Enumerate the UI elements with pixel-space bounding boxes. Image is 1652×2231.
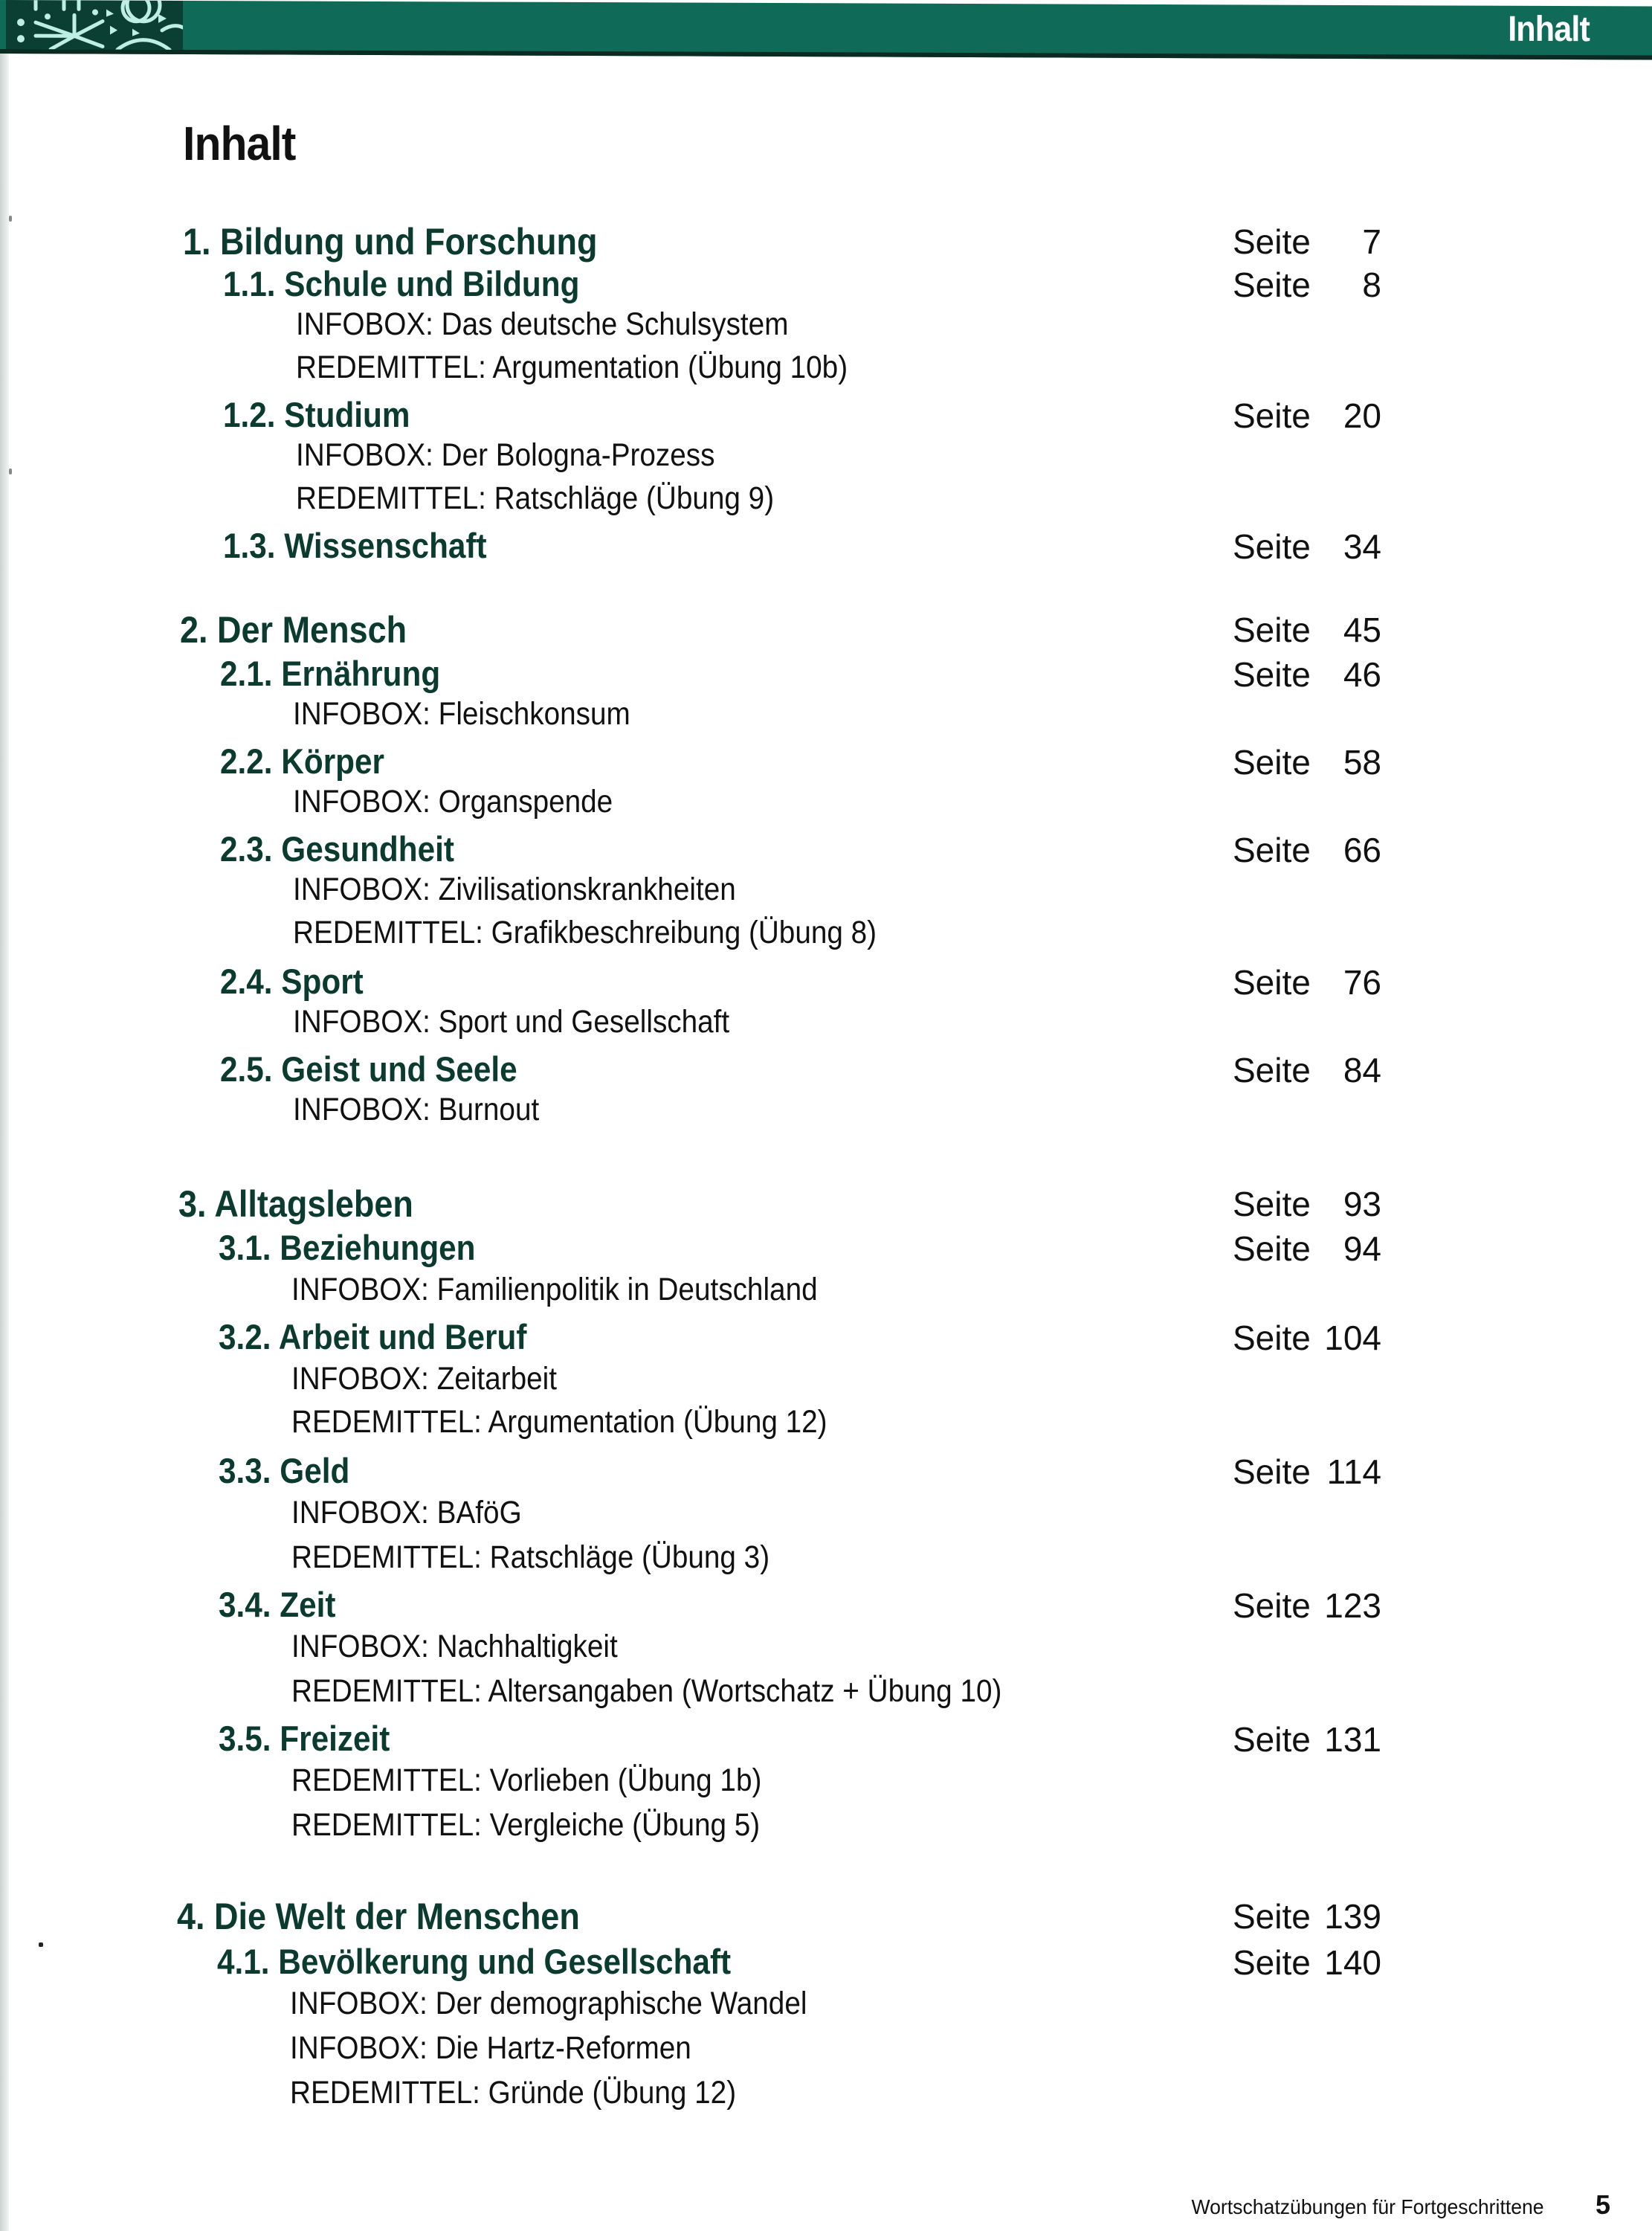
toc-section (0, 1718, 1652, 1762)
toc-entry-label: 4. Die Welt der Menschen (177, 1896, 580, 1937)
toc-entry-label: 1.3. Wissenschaft (223, 526, 487, 565)
seite-label: Seite (1233, 1452, 1311, 1491)
page-number: 139 (1324, 1897, 1381, 1936)
toc-entry-label: 3.1. Beziehungen (219, 1228, 476, 1267)
page-number: 104 (1324, 1319, 1381, 1357)
toc-entry-label: REDEMITTEL: Altersangaben (Wortschatz + Übung 10) (291, 1673, 1002, 1709)
toc-section (0, 741, 1652, 785)
seite-label: Seite (1233, 1586, 1311, 1625)
page-number: 140 (1324, 1943, 1381, 1982)
toc-entry-label: 3.4. Zeit (219, 1585, 336, 1624)
toc-entry-label: INFOBOX: Die Hartz-Reformen (290, 2030, 691, 2066)
toc-section (0, 653, 1652, 698)
toc-entry-label: REDEMITTEL: Vergleiche (Übung 5) (291, 1807, 761, 1843)
toc-chapter (0, 220, 1652, 265)
footer-page-number: 5 (1595, 2189, 1610, 2220)
page-number: 123 (1324, 1586, 1381, 1625)
toc-section (0, 263, 1652, 308)
toc-entry-label: 3. Alltagsleben (178, 1183, 413, 1225)
seite-label: Seite (1233, 655, 1311, 694)
page-number: 131 (1324, 1720, 1381, 1759)
toc-entry-label: INFOBOX: Nachhaltigkeit (291, 1629, 618, 1664)
toc-chapter (0, 608, 1652, 653)
toc-subitem (0, 2075, 1652, 2119)
toc-subitem (0, 696, 1652, 741)
toc-subitem (0, 1673, 1652, 1718)
toc-chapter (0, 1182, 1652, 1227)
toc-entry-label: REDEMITTEL: Argumentation (Übung 12) (291, 1404, 827, 1440)
toc-section (0, 1584, 1652, 1629)
running-head: Inhalt (1508, 9, 1590, 50)
toc-entry-label: REDEMITTEL: Vorlieben (Übung 1b) (291, 1762, 762, 1798)
toc-subitem (0, 1629, 1652, 1673)
seite-label: Seite (1233, 1897, 1311, 1936)
toc-subitem (0, 2030, 1652, 2075)
toc-entry-label: INFOBOX: Organspende (293, 784, 613, 820)
page-footer (1182, 2189, 1610, 2221)
toc-subitem (0, 437, 1652, 482)
seite-label: Seite (1233, 396, 1311, 435)
page-number: 46 (1343, 655, 1381, 694)
toc-entry-label: 1. Bildung und Forschung (183, 221, 598, 263)
seite-label: Seite (1233, 1185, 1311, 1223)
page-number: 58 (1343, 743, 1381, 782)
seite-label: Seite (1233, 831, 1311, 869)
toc-entry-label: 2.1. Ernährung (220, 654, 441, 693)
toc-subitem (0, 1986, 1652, 2030)
page-number: 66 (1343, 831, 1381, 869)
seite-label: Seite (1233, 1051, 1311, 1089)
seite-label: Seite (1233, 611, 1311, 649)
toc-section (0, 1941, 1652, 1986)
seite-label: Seite (1233, 743, 1311, 782)
toc-entry-label: 2.2. Körper (220, 741, 384, 781)
toc-section (0, 1450, 1652, 1495)
seite-label: Seite (1233, 527, 1311, 566)
toc-subitem (0, 1272, 1652, 1316)
toc-entry-label: INFOBOX: Der Bologna-Prozess (296, 437, 715, 473)
toc-chapter (0, 1895, 1652, 1939)
toc-entry-label: REDEMITTEL: Gründe (Übung 12) (290, 2075, 737, 2111)
toc-subitem (0, 350, 1652, 394)
toc-entry-label: INFOBOX: Das deutsche Schulsystem (296, 306, 789, 342)
toc-entry-label: INFOBOX: Zivilisationskrankheiten (293, 872, 736, 907)
scan-speck (39, 1942, 43, 1947)
toc-entry-label: INFOBOX: Sport und Gesellschaft (293, 1004, 730, 1040)
toc-entry-label: INFOBOX: Fleischkonsum (293, 696, 630, 732)
toc-section (0, 394, 1652, 439)
page-number: 76 (1343, 963, 1381, 1002)
toc-section (0, 1049, 1652, 1093)
toc-subitem (0, 1361, 1652, 1406)
toc-section (0, 525, 1652, 570)
toc-subitem (0, 1539, 1652, 1584)
toc-entry-label: 3.2. Arbeit und Beruf (219, 1317, 527, 1356)
toc-subitem (0, 1404, 1652, 1449)
toc-subitem (0, 1495, 1652, 1539)
toc-subitem (0, 1092, 1652, 1136)
page-number: 20 (1343, 396, 1381, 435)
page-number: 114 (1326, 1452, 1381, 1491)
toc-entry-label: 3.3. Geld (219, 1451, 350, 1490)
toc-subitem (0, 784, 1652, 828)
toc-subitem (0, 1807, 1652, 1852)
toc-subitem (0, 915, 1652, 959)
toc-entry-label: INFOBOX: Burnout (293, 1092, 540, 1127)
seite-label: Seite (1233, 1319, 1311, 1357)
toc-section (0, 828, 1652, 873)
page-number: 8 (1362, 265, 1381, 304)
toc-entry-label: REDEMITTEL: Grafikbeschreibung (Übung 8) (293, 915, 877, 950)
page-number: 84 (1343, 1051, 1381, 1089)
footer-book-title: Wortschatzübungen für Fortgeschrittene (1191, 2195, 1545, 2218)
toc-subitem (0, 306, 1652, 351)
toc-entry-label: 2.4. Sport (220, 962, 364, 1001)
seite-label: Seite (1233, 265, 1311, 304)
toc-entry-label: INFOBOX: BAföG (291, 1495, 522, 1530)
seite-label: Seite (1233, 963, 1311, 1002)
seite-label: Seite (1233, 1229, 1311, 1268)
page-number: 94 (1343, 1229, 1381, 1268)
seite-label: Seite (1233, 1943, 1311, 1982)
toc-section (0, 961, 1652, 1005)
toc-section (0, 1316, 1652, 1361)
toc-subitem (0, 1762, 1652, 1807)
seite-label: Seite (1233, 1720, 1311, 1759)
toc-subitem (0, 872, 1652, 916)
toc-entry-label: 2.3. Gesundheit (220, 829, 454, 869)
toc-entry-label: 4.1. Bevölkerung und Gesellschaft (217, 1942, 732, 1981)
toc-subitem (0, 480, 1652, 525)
scan-speck (9, 469, 12, 474)
toc-section (0, 1227, 1652, 1272)
page-number: 7 (1362, 222, 1381, 261)
toc-entry-label: 1.1. Schule und Bildung (223, 264, 580, 303)
toc-entry-label: INFOBOX: Zeitarbeit (291, 1361, 558, 1397)
page-number: 45 (1343, 611, 1381, 649)
toc-entry-label: 2. Der Mensch (180, 609, 407, 651)
toc-entry-label: 1.2. Studium (223, 395, 410, 434)
toc-entry-label: REDEMITTEL: Ratschläge (Übung 3) (291, 1539, 770, 1575)
toc-entry-label: INFOBOX: Der demographische Wandel (290, 1986, 807, 2021)
toc-entry-label: 2.5. Geist und Seele (220, 1049, 517, 1089)
toc-entry-label: REDEMITTEL: Argumentation (Übung 10b) (296, 350, 848, 385)
page-title: Inhalt (183, 117, 296, 170)
seite-label: Seite (1233, 222, 1311, 261)
page-number: 93 (1343, 1185, 1381, 1223)
scan-speck (9, 216, 12, 222)
toc-entry-label: REDEMITTEL: Ratschläge (Übung 9) (296, 480, 775, 516)
toc-entry-label: INFOBOX: Familienpolitik in Deutschland (291, 1272, 818, 1307)
page-number: 34 (1343, 527, 1381, 566)
toc-subitem (0, 1004, 1652, 1049)
toc-entry-label: 3.5. Freizeit (219, 1719, 390, 1758)
